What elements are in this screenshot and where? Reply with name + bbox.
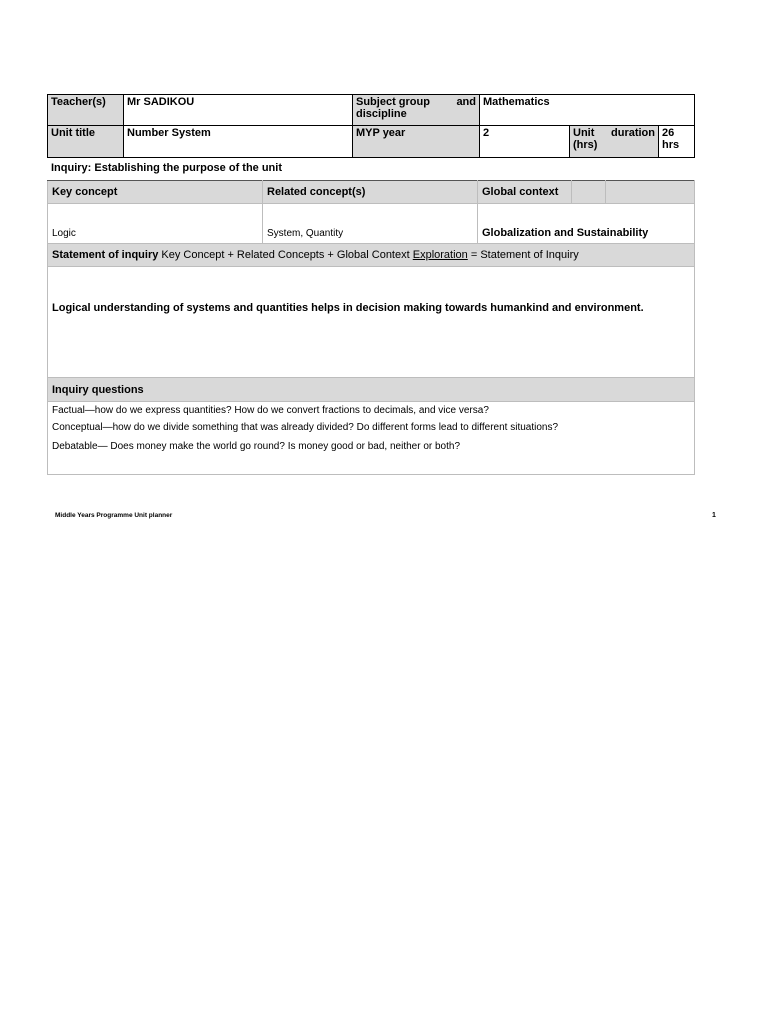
unit-title-label: Unit title <box>48 126 124 158</box>
subject-label-b: and <box>456 96 476 108</box>
statement-text: Logical understanding of systems and quantities helps in decision making towards humankind and environment. <box>52 302 644 314</box>
conceptual-question: Conceptual—how do we divide something that was already divided? Do different forms lead to different situations? <box>52 422 559 433</box>
key-concept-value: Logic <box>48 204 263 244</box>
duration-label-a: Unit <box>573 127 595 139</box>
statement-formula-b: Exploration <box>412 249 468 261</box>
duration-value-a: 26 <box>662 127 675 139</box>
inquiry-questions-body <box>48 402 695 475</box>
factual-question: Factual—how do we express quantities? How do we convert fractions to decimals, and vice versa? <box>52 405 489 416</box>
duration-label-b: duration <box>611 127 655 139</box>
debatable-question: Debatable— Does money make the world go round? Is money good or bad, neither or both? <box>52 441 461 452</box>
global-context-value: Globalization and Sustainability <box>478 204 695 244</box>
teacher-label: Teacher(s) <box>48 95 124 126</box>
subject-label <box>353 95 480 126</box>
duration-value-b: hrs <box>662 139 680 151</box>
myp-year-value: 2 <box>480 126 570 158</box>
inquiry-table <box>47 180 695 475</box>
statement-of-inquiry-header <box>48 244 695 267</box>
inquiry-heading: Inquiry: Establishing the purpose of the unit <box>51 162 282 174</box>
duration-label <box>570 126 659 158</box>
global-context-label: Global context <box>478 181 572 204</box>
header-spacer-cell <box>572 181 606 204</box>
teacher-value: Mr SADIKOU <box>124 95 353 126</box>
related-concepts-value: System, Quantity <box>263 204 478 244</box>
unit-title-value: Number System <box>124 126 353 158</box>
statement-formula-a: Key Concept + Related Concepts + Global Context <box>161 249 410 261</box>
header-spacer-cell <box>606 181 695 204</box>
subject-value: Mathematics <box>480 95 695 126</box>
statement-formula-c: = Statement of Inquiry <box>470 249 579 261</box>
page-number: 1 <box>712 512 716 519</box>
duration-label-c: (hrs) <box>573 139 598 151</box>
myp-year-label: MYP year <box>353 126 480 158</box>
duration-value <box>659 126 695 158</box>
subject-label-a: Subject group <box>356 96 430 108</box>
statement-body <box>48 267 695 378</box>
statement-label: Statement of inquiry <box>52 249 159 261</box>
footer-title: Middle Years Programme Unit planner <box>55 512 173 519</box>
related-concepts-label: Related concept(s) <box>263 181 478 204</box>
inquiry-questions-label: Inquiry questions <box>48 378 695 402</box>
subject-label-c: discipline <box>356 108 407 120</box>
key-concept-label: Key concept <box>48 181 263 204</box>
unit-header-table <box>47 94 695 158</box>
